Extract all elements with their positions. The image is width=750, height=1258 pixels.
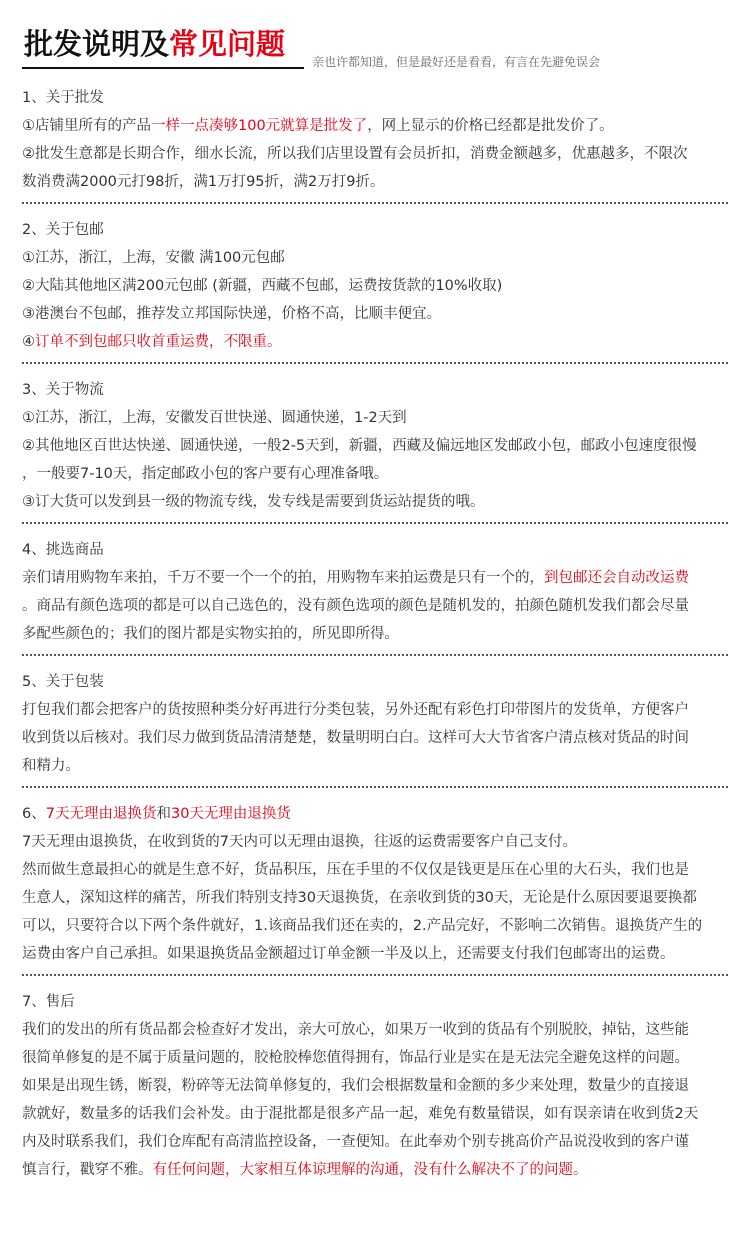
line-text: 运费由客户自己承担。如果退换货品金额超过订单金额一半及以上，还需要支付我们包邮寄出的运费。 — [22, 946, 675, 962]
line-text: 和精力。 — [22, 758, 80, 774]
section-line — [22, 696, 728, 724]
heading-text: 6、 — [22, 806, 46, 822]
faq-section — [22, 800, 728, 976]
section-line — [22, 1016, 728, 1044]
dotted-divider — [22, 362, 728, 364]
section-line — [22, 272, 728, 300]
line-text: 。商品有颜色选项的都是可以自己选色的，没有颜色选项的颜色是随机发的，拍颜色随机发我们都会尽量 — [22, 598, 689, 614]
section-line — [22, 564, 728, 592]
dotted-divider — [22, 522, 728, 524]
faq-section — [22, 668, 728, 788]
page-title-black: 批发说明及 — [24, 27, 170, 61]
section-line — [22, 432, 728, 460]
line-text: 亲们请用购物车来拍，千万不要一个一个的拍，用购物车来拍运费是只有一个的， — [22, 570, 544, 586]
section-line — [22, 404, 728, 432]
line-highlight: 到包邮还会自动改运费 — [544, 570, 689, 586]
section-line — [22, 884, 728, 912]
section-line — [22, 140, 728, 168]
line-text: 收到货以后核对。我们尽力做到货品清清楚楚，数量明明白白。这样可大大节省客户清点核对货品的时间 — [22, 730, 689, 746]
section-line — [22, 620, 728, 648]
section-line — [22, 592, 728, 620]
section-line — [22, 244, 728, 272]
line-highlight: 订单不到包邮只收首重运费，不限重。 — [35, 334, 282, 350]
section-heading: 5、关于包装 — [22, 674, 104, 690]
line-text: 生意人，深知这样的痛苦，所我们特别支持30天退换货，在亲收到货的30天，无论是什么原因要退要换都 — [22, 890, 697, 906]
faq-section — [22, 376, 728, 524]
section-line — [22, 912, 728, 940]
faq-section — [22, 988, 728, 1184]
section-line — [22, 112, 728, 140]
line-text: ①江苏，浙江，上海，安徽发百世快递、圆通快递，1-2天到 — [22, 410, 407, 426]
dotted-divider — [22, 202, 728, 204]
line-text: ①店铺里所有的产品 — [22, 118, 151, 134]
faq-section — [22, 84, 728, 204]
line-text: ②批发生意都是长期合作，细水长流，所以我们店里设置有会员折扣，消费金额越多，优惠越多，不限次 — [22, 146, 688, 162]
line-text: ②其他地区百世达快递、圆通快递，一般2-5天到，新疆，西藏及偏远地区发邮政小包，邮政小包速度很慢 — [22, 438, 697, 454]
line-text: 多配些颜色的；我们的图片都是实物实拍的，所见即所得。 — [22, 626, 399, 642]
section-heading: 2、关于包邮 — [22, 222, 104, 238]
line-highlight: 有任何问题，大家相互体谅理解的沟通，没有什么解决不了的问题。 — [152, 1162, 588, 1178]
section-line — [22, 300, 728, 328]
section-line — [22, 940, 728, 968]
faq-content — [22, 82, 728, 1184]
section-line — [22, 168, 728, 196]
section-line — [22, 1072, 728, 1100]
section-line — [22, 488, 728, 516]
heading-text: 和 — [156, 806, 171, 822]
dotted-divider — [22, 786, 728, 788]
section-line — [22, 752, 728, 780]
page-title — [24, 22, 285, 66]
section-heading: 3、关于物流 — [22, 382, 104, 398]
section-line — [22, 1100, 728, 1128]
line-text: 如果是出现生锈，断裂，粉碎等无法简单修复的，我们会根据数量和金额的多少来处理，数量少的直接退 — [22, 1078, 689, 1094]
line-text: ，一般要7-10天，指定邮政小包的客户要有心理准备哦。 — [22, 466, 389, 482]
line-text: 可以，只要符合以下两个条件就好，1.该商品我们还在卖的，2.产品完好，不影响二次销售。退换货产生的 — [22, 918, 703, 934]
dotted-divider — [22, 974, 728, 976]
line-text: 我们的发出的所有货品都会检查好才发出，亲大可放心，如果万一收到的货品有个别脱胶，掉钻，这些能 — [22, 1022, 689, 1038]
section-line — [22, 1128, 728, 1156]
line-text: ③港澳台不包邮，推荐发立邦国际快递，价格不高，比顺丰便宜。 — [22, 306, 441, 322]
title-underline — [22, 67, 304, 69]
page-header — [22, 22, 732, 70]
section-line — [22, 1156, 728, 1184]
line-text: 款就好，数量多的话我们会补发。由于混批都是很多产品一起，难免有数量错误，如有误亲请在收到货2天 — [22, 1106, 699, 1122]
section-heading — [22, 800, 728, 828]
section-heading: 1、关于批发 — [22, 90, 104, 106]
heading-highlight: 30天无理由退换货 — [170, 806, 291, 822]
section-heading: 4、挑选商品 — [22, 542, 104, 558]
line-text: ，网上显示的价格已经都是批发价了。 — [367, 118, 614, 134]
section-heading: 7、售后 — [22, 994, 75, 1010]
section-line — [22, 856, 728, 884]
line-text: 内及时联系我们，我们仓库配有高清监控设备，一查便知。在此奉劝个别专挑高价产品说没收到的客户谨 — [22, 1134, 689, 1150]
section-line — [22, 328, 728, 356]
line-highlight: 一样一点凑够100元就算是批发了 — [151, 118, 368, 134]
dotted-divider — [22, 654, 728, 656]
line-text: 打包我们都会把客户的货按照种类分好再进行分类包装，另外还配有彩色打印带图片的发货单，方便客户 — [22, 702, 689, 718]
section-line — [22, 460, 728, 488]
section-line — [22, 724, 728, 752]
heading-highlight: 7天无理由退换货 — [45, 806, 157, 822]
section-line — [22, 1044, 728, 1072]
faq-section — [22, 536, 728, 656]
line-text: ②大陆其他地区满200元包邮 (新疆，西藏不包邮，运费按货款的10%收取) — [22, 278, 503, 294]
line-text: 7天无理由退换货，在收到货的7天内可以无理由退换，往返的运费需要客户自己支付。 — [22, 834, 577, 850]
faq-section — [22, 216, 728, 364]
page-subtitle: 亲也许都知道，但是最好还是看看，有言在先避免误会 — [312, 55, 601, 69]
line-text: 数消费满2000元打98折，满1万打95折，满2万打9折。 — [22, 174, 385, 190]
line-text: 很简单修复的是不属于质量问题的，胶枪胶棒您值得拥有，饰品行业是实在是无法完全避免这样的问题。 — [22, 1050, 689, 1066]
line-text: ①江苏，浙江，上海，安徽 满100元包邮 — [22, 250, 285, 266]
line-text: ③订大货可以发到县一级的物流专线，发专线是需要到货运站提货的哦。 — [22, 494, 485, 510]
page-title-red: 常见问题 — [169, 27, 286, 61]
section-line — [22, 828, 728, 856]
line-text: 慎言行，戳穿不雅。 — [22, 1162, 153, 1178]
line-text: ④ — [22, 334, 35, 350]
line-text: 然而做生意最担心的就是生意不好，货品积压，压在手里的不仅仅是钱更是压在心里的大石头，我们也是 — [22, 862, 689, 878]
